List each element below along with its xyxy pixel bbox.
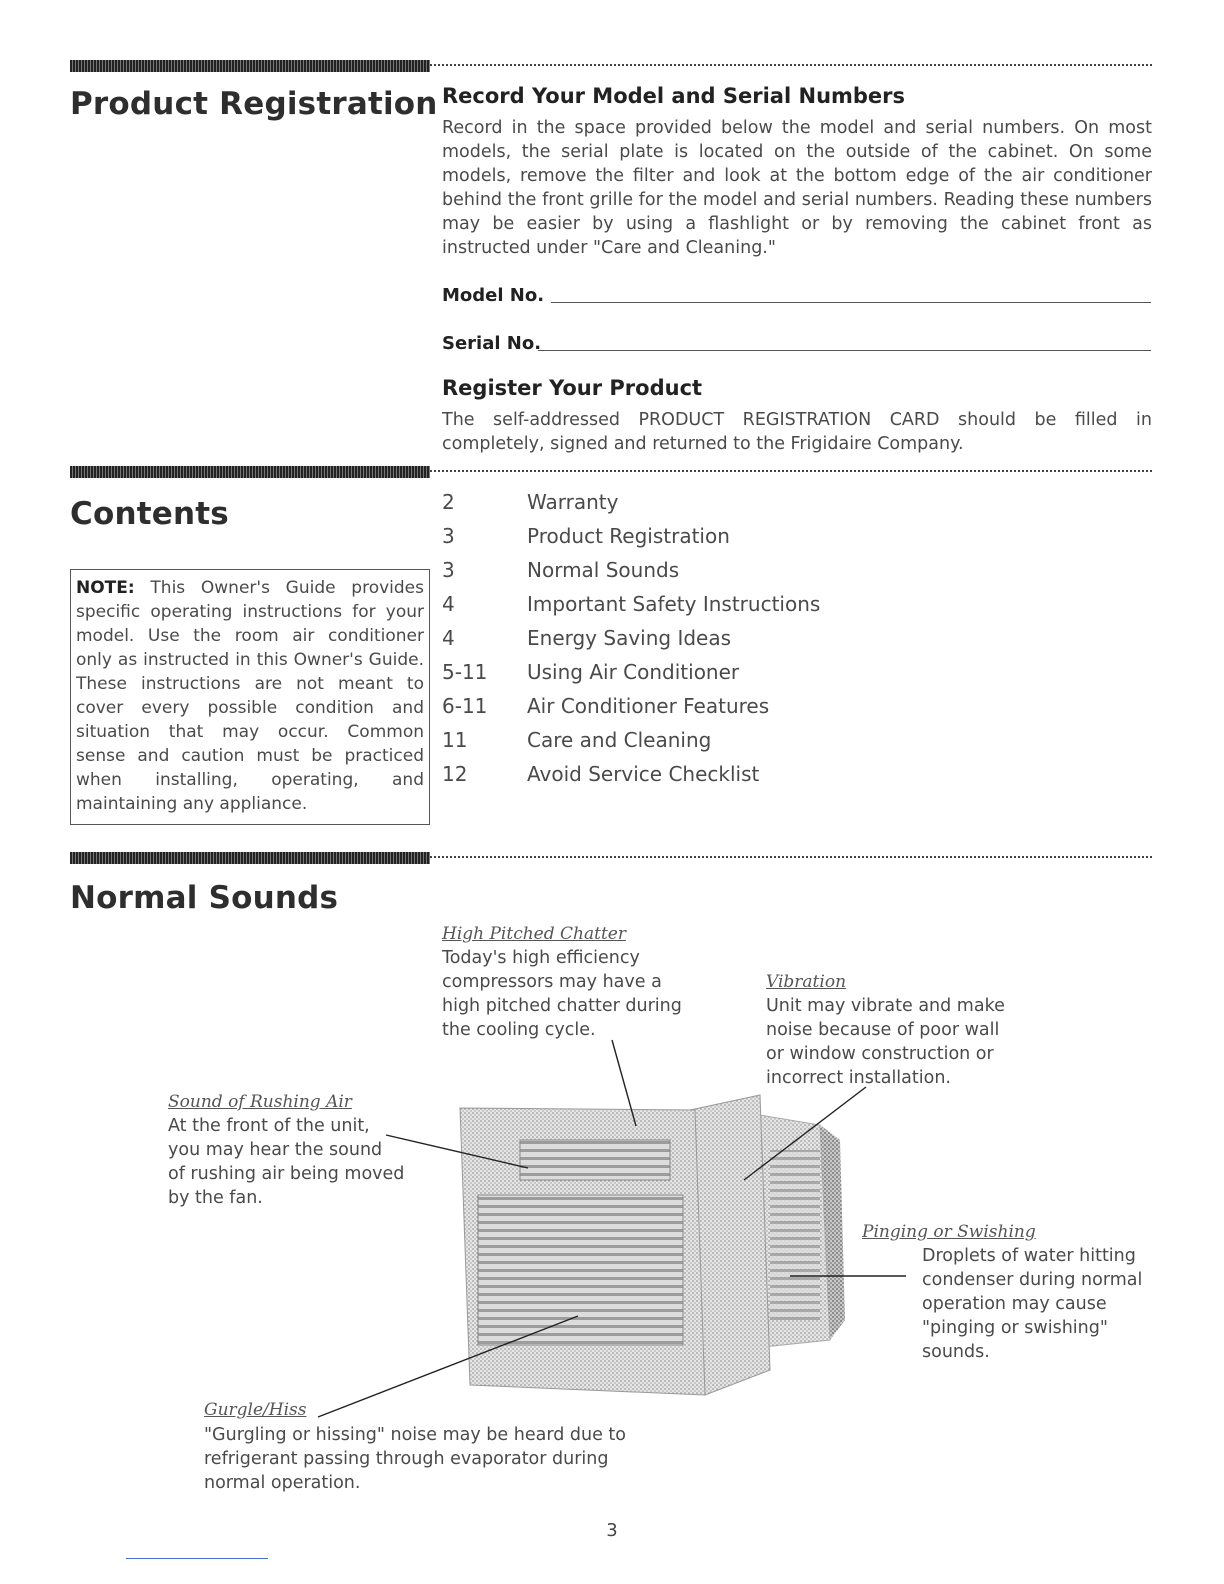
toc-page: 3 [442, 524, 455, 548]
gurgle-text: "Gurgling or hissing" noise may be heard due to refrigerant passing through evaporator during normal operation. [204, 1425, 626, 1493]
contents-title: Contents [70, 496, 229, 532]
toc-page: 4 [442, 592, 455, 616]
toc-page: 6-11 [442, 694, 488, 718]
sounds-title: Normal Sounds [70, 880, 339, 916]
model-label: Model No. [442, 285, 545, 306]
toc-page: 12 [442, 762, 468, 786]
toc-label: Care and Cleaning [527, 728, 712, 752]
vibration-text: Unit may vibrate and make noise because of poor wall or window construction or incorrect installation. [766, 996, 1005, 1088]
toc-label: Important Safety Instructions [527, 592, 821, 616]
toc-label: Product Registration [527, 524, 730, 548]
serial-label: Serial No. [442, 333, 542, 354]
note-text: This Owner's Guide provides specific operating instructions for your model. Use the room air conditioner only as instructed in this Owner's Guide. These instructions are not meant to cover every possible condition and situation that may occur. Common sense and caution must be practiced when installing, operating, and maintaining any appliance. [76, 578, 424, 814]
chatter-title: High Pitched Chatter [442, 924, 626, 944]
toc-page: 3 [442, 558, 455, 582]
rushing-text: At the front of the unit, you may hear the sound of rushing air being moved by the fan. [168, 1116, 405, 1208]
toc-page: 5-11 [442, 660, 488, 684]
vibration-title: Vibration [766, 972, 847, 992]
toc-label: Normal Sounds [527, 558, 680, 582]
toc-page: 4 [442, 626, 455, 650]
toc-label: Warranty [527, 490, 619, 514]
toc-label: Air Conditioner Features [527, 694, 770, 718]
toc-label: Avoid Service Checklist [527, 762, 760, 786]
front-grille [460, 1108, 705, 1395]
chatter-text: Today's high efficiency compressors may have a high pitched chatter during the cooling cycle. [442, 948, 682, 1040]
record-text: Record in the space provided below the model and serial numbers. On most models, the serial plate is located on the outside of the cabinet. On some models, remove the filter and look at the bottom edge of the air conditioner behind the front grille for the model and serial numbers. Reading these numbers may be easier by using a flashlight or by removing the cabinet front as instructed under "Care and Cleaning." [442, 118, 1152, 258]
pinging-text: Droplets of water hitting condenser during normal operation may cause "pinging or swishing" sounds. [922, 1246, 1143, 1362]
pinging-title: Pinging or Swishing [862, 1222, 1036, 1242]
note-label: NOTE: [76, 578, 135, 598]
toc-page: 2 [442, 490, 455, 514]
footer-rule [126, 1558, 268, 1559]
registration-title: Product Registration [70, 86, 438, 122]
register-heading: Register Your Product [442, 376, 703, 400]
toc-label: Energy Saving Ideas [527, 626, 732, 650]
register-text: The self-addressed PRODUCT REGISTRATION CARD should be filled in completely, signed and returned to the Frigidaire Company. [442, 410, 1152, 454]
page-number: 3 [606, 1520, 618, 1541]
record-heading: Record Your Model and Serial Numbers [442, 84, 906, 108]
gurgle-title: Gurgle/Hiss [204, 1400, 307, 1420]
toc-label: Using Air Conditioner [527, 660, 740, 684]
rushing-title: Sound of Rushing Air [168, 1092, 352, 1112]
toc-page: 11 [442, 728, 468, 752]
